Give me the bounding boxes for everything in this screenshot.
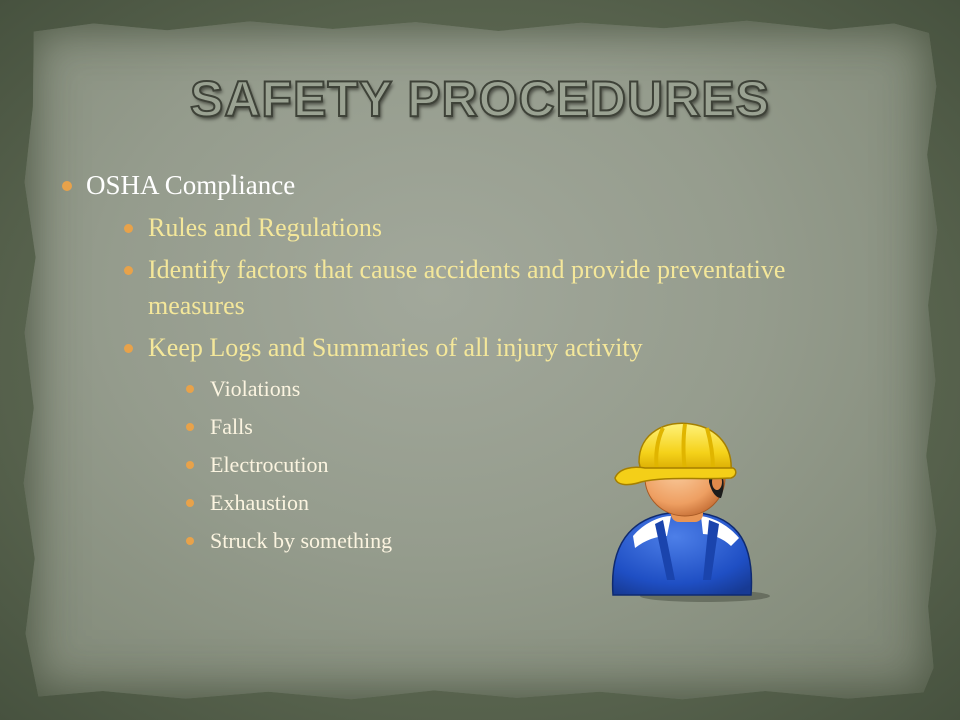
bullet-dot <box>62 181 72 191</box>
bullet-dot <box>186 499 194 507</box>
sub-bullet-rules <box>124 210 822 246</box>
bullet-dot <box>124 344 133 353</box>
sub-bullet-identify-factors <box>124 252 822 324</box>
bullet-text: Falls <box>210 414 253 439</box>
sub-sub-bullet-violations <box>186 370 822 408</box>
bullet-text: Violations <box>210 376 301 401</box>
bullet-dot <box>186 537 194 545</box>
bullet-text: Struck by something <box>210 528 393 553</box>
bullet-text: Identify factors that cause accidents and provide preventative measures <box>148 255 786 320</box>
bullet-text: Rules and Regulations <box>148 213 382 242</box>
bullet-text: Electrocution <box>210 452 329 477</box>
bullet-dot <box>186 423 194 431</box>
bullet-text: OSHA Compliance <box>86 170 296 200</box>
bullet-dot <box>124 266 133 275</box>
bullet-dot <box>124 224 133 233</box>
slide-title: SAFETY PROCEDURES <box>189 71 771 127</box>
bullet-text: Exhaustion <box>210 490 309 515</box>
bullet-dot <box>186 461 194 469</box>
construction-worker-icon <box>605 420 775 605</box>
bullet-text: Keep Logs and Summaries of all injury activity <box>148 333 643 362</box>
bullet-dot <box>186 385 194 393</box>
